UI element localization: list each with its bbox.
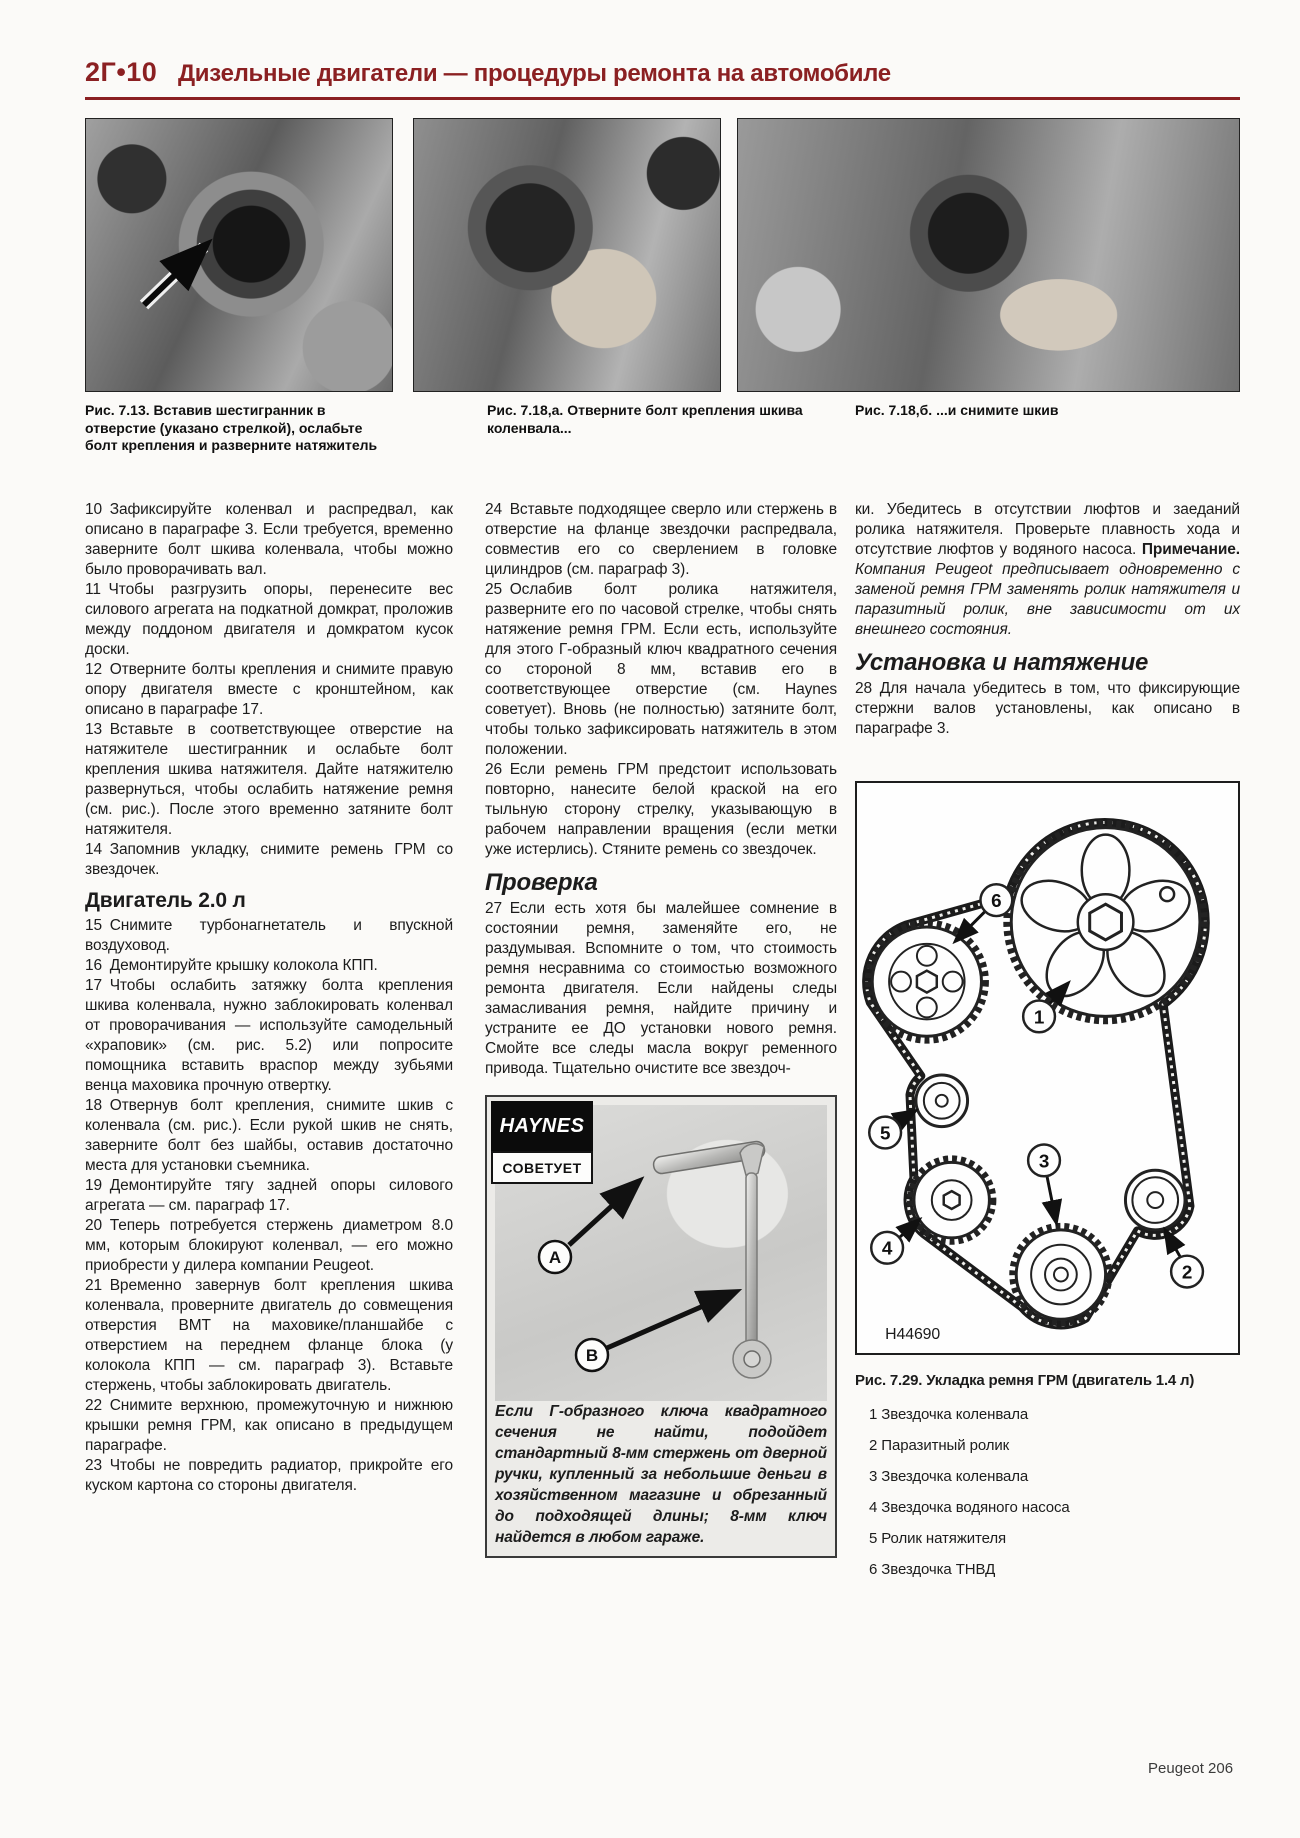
legend-item-4: 4 Звездочка водяного насоса [869, 1499, 1070, 1516]
paragraph-24: 24 Вставьте подходящее сверло или стержень в отверстие на фланце звездочки распредвала, совместив его со сверлением в головке цилиндров (см. параграф 3). [485, 501, 837, 578]
figure-caption-7-18b: Рис. 7.18,б. ...и снимите шкив [855, 402, 1059, 418]
paragraph-22: 22 Снимите верхнюю, промежуточную и нижнюю крышки ремня ГРМ, как описано в предыдущем параграфе. [85, 1397, 453, 1454]
svg-text:1: 1 [1033, 1006, 1045, 1028]
paragraph-20: 20 Теперь потребуется стержень диаметром 8.0 мм, которым блокируют коленвал, — его можно приобрести у дилера компании Peugeot. [85, 1217, 453, 1274]
wrench [733, 1144, 771, 1378]
subheading-check: Проверка [485, 869, 598, 896]
paragraph-25: 25 Ослабив болт ролика натяжителя, разверните его по часовой стрелке, чтобы снять натяжение ремня ГРМ. Если есть, используйте для этого Г-образный ключ квадратного сечения со стороной 8 мм, вставив его в соответствующее отверстие (см. Haynes советует). Вновь (не полностью) затяните болт, чтобы только зафиксировать натяжитель в этом положении. [485, 581, 837, 758]
paragraph-27-cont-text: ки. Убедитесь в отсутствии люфтов и заеданий ролика натяжителя. Проверьте плавность хода и отсутствие люфтов у водяного насоса. [855, 501, 1240, 558]
subheading-install-tension: Установка и натяжение [855, 649, 1149, 676]
note-label: Примечание. [1141, 541, 1240, 558]
haynes-hint-photo [495, 1105, 827, 1401]
figure-photo-7-13 [85, 118, 393, 392]
figure-photo-7-18b [737, 118, 1240, 392]
paragraph-16: 16 Демонтируйте крышку колокола КПП. [85, 957, 378, 974]
subheading-engine-2-0: Двигатель 2.0 л [85, 889, 246, 912]
paragraph-21: 21 Временно завернув болт крепления шкива коленвала, проверните двигатель до совмещения отверстия ВМТ на маховике/планшайбе с отверстием на переднем фланце блока (у колокола КПП — см. параграф 3). Вставьте стержень, чтобы заблокировать двигатель. [85, 1277, 453, 1394]
paragraph-27: 27 Если есть хотя бы малейшее сомнение в состоянии ремня, заменяйте его, не раздумывая. Вспомните о том, что стоимость ремня несравнима со стоимостью возможного ремонта двигателя. Если найдены следы замасливания ремня, найдите причину и устраните ее ДО установки нового ремня. Смойте все следы масла вокруг ременного привода. Тщательно очистите все звездоч- [485, 900, 837, 1077]
paragraph-19: 19 Демонтируйте тягу задней опоры силового агрегата — см. параграф 17. [85, 1177, 453, 1214]
figure-caption-7-13: Рис. 7.13. Вставив шестигранник в отверстие (указано стрелкой), ослабьте болт крепления и разверните натяжитель [85, 402, 378, 453]
paragraph-12: 12 Отверните болты крепления и снимите правую опору двигателя вместе с кронштейном, как описано в параграфе 17. [85, 661, 453, 718]
haynes-logo: HAYNES [491, 1101, 593, 1151]
diagram-legend [855, 1399, 1240, 1585]
svg-text:A: A [548, 1248, 562, 1267]
legend-item-6: 6 Звездочка ТНВД [869, 1561, 996, 1578]
note-text: Компания Peugeot предписывает одновременно с заменой ремня ГРМ заменять ролик натяжителя и паразитный ролик, вне зависимости от их внешнего состояния. [855, 561, 1240, 638]
callout-3 [1028, 1144, 1060, 1220]
legend-item-2: 2 Паразитный ролик [869, 1437, 1010, 1454]
text-column-2 [485, 500, 837, 1558]
svg-text:B: B [585, 1346, 599, 1365]
paragraph-10: 10 Зафиксируйте коленвал и распредвал, как описано в параграфе 3. Если требуется, временно заверните болт шкива коленвала, чтобы можно было проворачивать вал. [85, 501, 453, 578]
legend-item-3: 3 Звездочка коленвала [869, 1468, 1029, 1485]
diagram-caption: Рис. 7.29. Укладка ремня ГРМ (двигатель 1.4 л) [855, 1372, 1195, 1389]
photo-arrow-icon [86, 119, 392, 391]
idler-roller [1125, 1170, 1185, 1230]
svg-text:4: 4 [881, 1237, 893, 1259]
diagram-code: H44690 [885, 1326, 941, 1344]
paragraph-28: 28 Для начала убедитесь в том, что фиксирующие стержни валов установлены, как описано в параграфе 3. [855, 680, 1240, 737]
page-title: Дизельные двигатели — процедуры ремонта на автомобиле [178, 60, 891, 87]
svg-text:5: 5 [879, 1122, 891, 1144]
text-column-3 [855, 500, 1240, 1585]
paragraph-17: 17 Чтобы ослабить затяжку болта крепления шкива коленвала, нужно заблокировать коленвал от проворачивания — используйте самодельный «храповик» (см. рис. 5.2) или попросите помощника вставить враспор между зубьями венца маховика прочную отвертку. [85, 977, 453, 1094]
figure-photo-7-18a [413, 118, 721, 392]
belt-routing-drawing [857, 783, 1238, 1353]
belt-routing-diagram [855, 781, 1240, 1355]
svg-text:2: 2 [1181, 1261, 1193, 1283]
svg-text:3: 3 [1038, 1150, 1050, 1172]
paragraph-11: 11 Чтобы разгрузить опоры, перенесите вес силового агрегата на подкатной домкрат, проложив между поддоном двигателя и домкратом кусок доски. [85, 581, 453, 658]
legend-item-5: 5 Ролик натяжителя [869, 1530, 1007, 1547]
text-column-1 [85, 500, 453, 1496]
callout-a [539, 1183, 637, 1273]
callout-b [576, 1293, 733, 1371]
svg-text:6: 6 [991, 890, 1002, 912]
tensioner-roller [916, 1075, 968, 1127]
haynes-advises-label: СОВЕТУЕТ [491, 1151, 593, 1184]
figure-caption-7-18a: Рис. 7.18,а. Отверните болт крепления шкива коленвала... [487, 402, 803, 436]
haynes-hint-text: Если Г-образного ключа квадратного сечения не найти, подойдет стандартный 8-мм стержень от дверной ручки, купленный за небольшие деньги в хозяйственном магазине и обрезанный до подходящей длины; 8-мм ключ найдется в любом гараже. [495, 1403, 827, 1546]
header-rule [85, 97, 1240, 100]
haynes-hint-box [485, 1095, 837, 1558]
paragraph-23: 23 Чтобы не повредить радиатор, прикройте его куском картона со стороны двигателя. [85, 1457, 453, 1494]
legend-item-1: 1 Звездочка коленвала [869, 1406, 1029, 1423]
paragraph-15: 15 Снимите турбонагнетатель и впускной воздуховод. [85, 917, 453, 954]
page-footer: Peugeot 206 [1148, 1760, 1234, 1777]
callout-2 [1166, 1232, 1203, 1288]
page-number: 2Г•10 [85, 57, 158, 87]
paragraph-26: 26 Если ремень ГРМ предстоит использовать повторно, нанесите белой краской на его тыльную сторону стрелку, указывающую в рабочем направлении вращения (если метки уже истерлись). Стяните ремень со звездочек. [485, 761, 837, 858]
paragraph-13: 13 Вставьте в соответствующее отверстие на натяжителе шестигранник и ослабьте болт крепления шкива натяжителя. Дайте натяжителю развернуться, чтобы ослабить натяжение ремня (см. рис.). После этого временно затяните болт натяжителя. [85, 721, 453, 838]
callout-4 [871, 1221, 918, 1264]
paragraph-27-continued [855, 500, 1240, 640]
paragraph-14: 14 Запомнив укладку, снимите ремень ГРМ со звездочек. [85, 841, 453, 878]
paragraph-18: 18 Отвернув болт крепления, снимите шкив с коленвала (см. рис.). Если рукой шкив не снять, заверните болт без шайбы, оставив достаточно места для установки съемника. [85, 1097, 453, 1174]
